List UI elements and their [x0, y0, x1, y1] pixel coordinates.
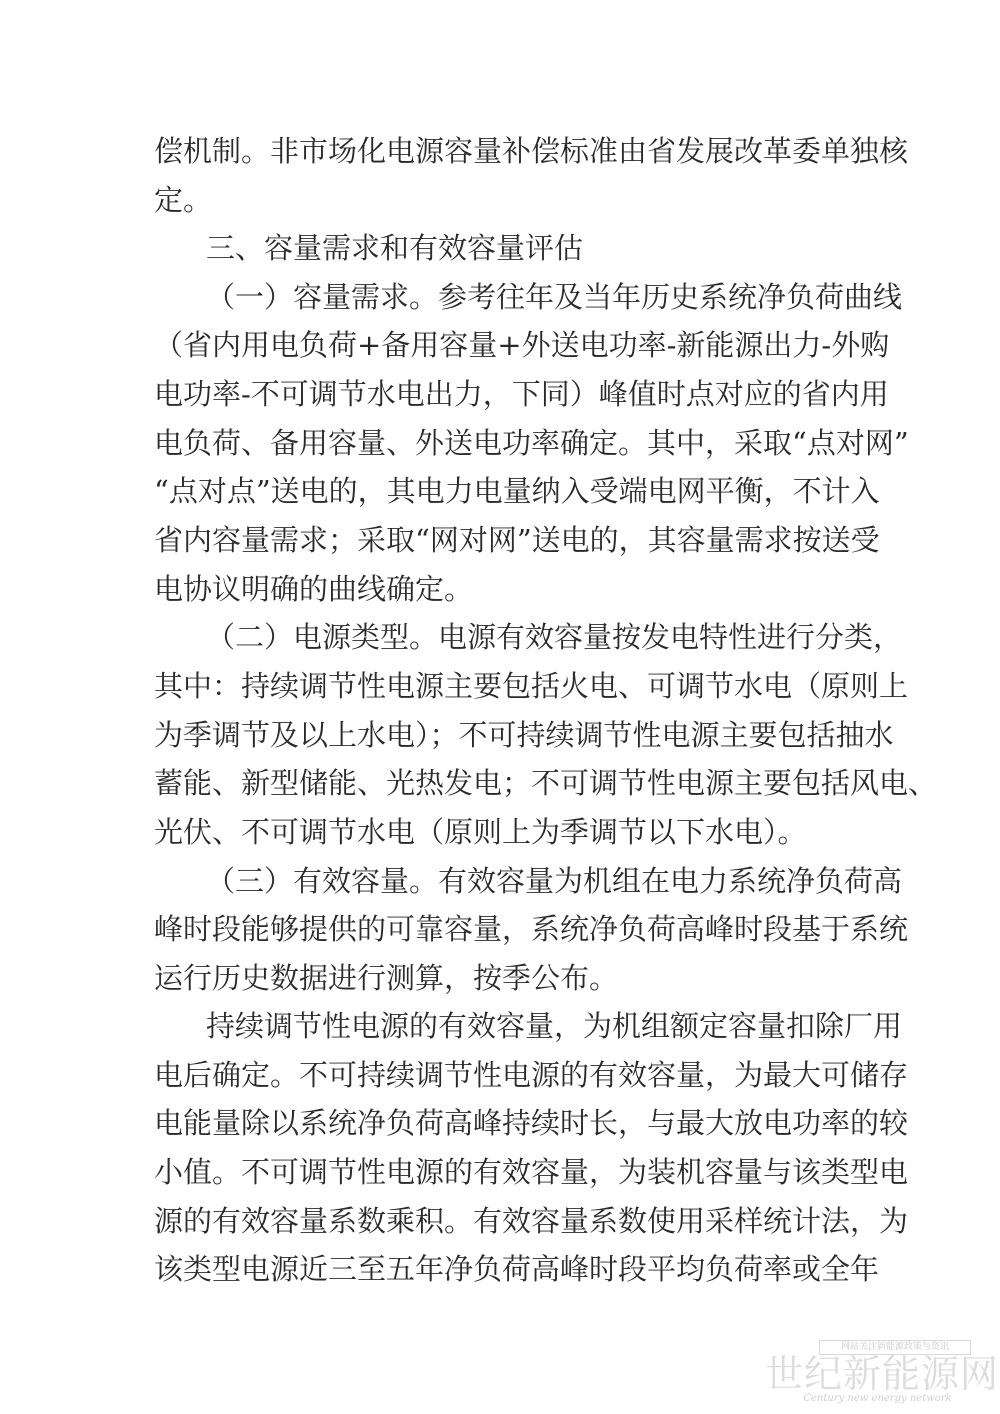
text-line: （省内用电负荷+备用容量+外送电功率-新能源出力-外购	[154, 328, 890, 362]
text-line: （三）有效容量。有效容量为机组在电力系统净负荷高	[206, 864, 903, 898]
text-line: 该类型电源近三至五年净负荷高峰时段平均负荷率或全年	[154, 1252, 880, 1286]
section-heading: 三、容量需求和有效容量评估	[206, 231, 584, 265]
text-line: 定。	[154, 183, 213, 217]
text-line: “点对点”送电的，其电力电量纳入受端电网平衡，不计入	[154, 474, 880, 508]
text-line: 光伏、不可调节水电（原则上为季调节以下水电）。	[154, 815, 807, 849]
text-line: 电功率-不可调节水电出力，下同）峰值时点对应的省内用	[154, 377, 889, 411]
text-line: 电协议明确的曲线确定。	[154, 572, 474, 606]
text-line: 运行历史数据进行测算，按季公布。	[154, 961, 619, 995]
text-line: 偿机制。非市场化电源容量补偿标准由省发展改革委单独核	[154, 134, 909, 168]
text-line: 电后确定。不可持续调节性电源的有效容量，为最大可储存	[154, 1058, 909, 1092]
text-line: 为季调节及以上水电）；不可持续调节性电源主要包括抽水	[154, 718, 894, 752]
text-line: 小值。不可调节性电源的有效容量，为装机容量与该类型电	[154, 1155, 909, 1189]
text-line: 持续调节性电源的有效容量，为机组额定容量扣除厂用	[206, 1009, 903, 1043]
watermark-logo: 世纪新能源网	[765, 1352, 1000, 1396]
text-line: 蓄能、新型储能、光热发电；不可调节性电源主要包括风电、	[154, 766, 938, 800]
watermark-subtitle: Century new energy network	[803, 1393, 952, 1404]
watermark-banner: 网站关注新能源政策与资讯	[819, 1340, 971, 1355]
text-line: （二）电源类型。电源有效容量按发电特性进行分类，	[206, 620, 903, 654]
text-line: 电负荷、备用容量、外送电功率确定。其中，采取“点对网”	[154, 426, 909, 460]
text-line: 省内容量需求；采取“网对网”送电的，其容量需求按送受	[154, 523, 880, 557]
text-line: 源的有效容量系数乘积。有效容量系数使用采样统计法，为	[154, 1204, 909, 1238]
text-line: 其中：持续调节性电源主要包括火电、可调节水电（原则上	[154, 669, 909, 703]
watermark	[765, 1340, 1000, 1406]
text-line: （一）容量需求。参考往年及当年历史系统净负荷曲线	[206, 280, 903, 314]
text-line: 峰时段能够提供的可靠容量，系统净负荷高峰时段基于系统	[154, 912, 909, 946]
text-line: 电能量除以系统净负荷高峰持续时长，与最大放电功率的较	[154, 1106, 909, 1140]
